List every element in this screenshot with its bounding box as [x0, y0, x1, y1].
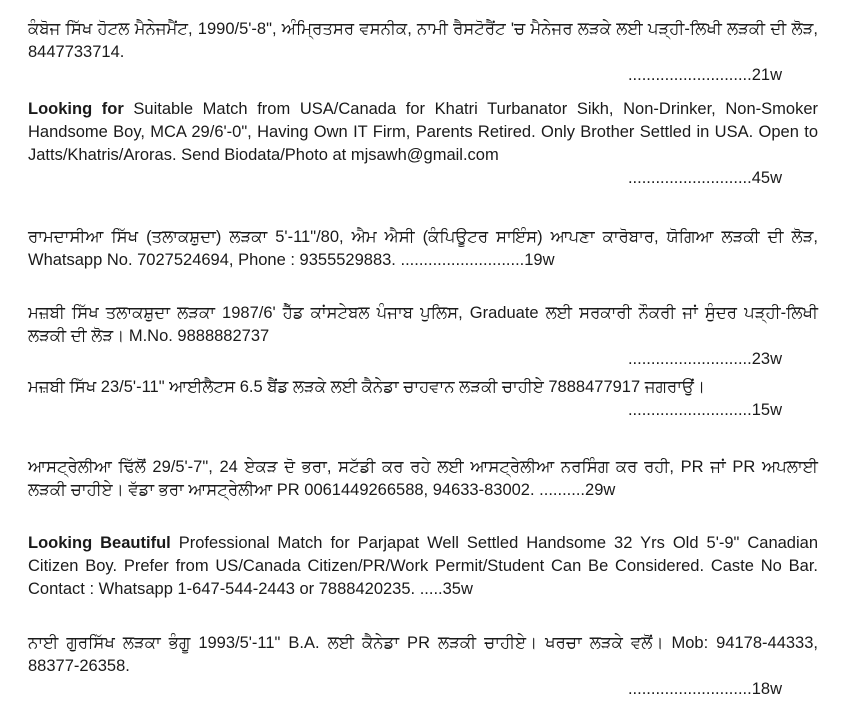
ad-body	[28, 532, 818, 601]
ad-lead: Looking for	[28, 100, 124, 118]
ad-code-line	[28, 348, 818, 371]
ad-body	[28, 632, 818, 678]
ad-word-count: ...........................45w	[627, 169, 782, 187]
ad-word-count: ...........................21w	[627, 66, 782, 84]
ad-body	[28, 376, 818, 399]
ad-code-line	[28, 64, 818, 87]
ad-code-line	[28, 678, 818, 701]
ad-text: ਰਾਮਦਾਸੀਆ ਸਿੱਖ (ਤਲਾਕਸ਼ੁਦਾ) ਲੜਕਾ 5'-11"/80, ਐਮ ਐਸੀ (ਕੰਪਿਊਟਰ ਸਾਇੰਸ) ਆਪਣਾ ਕਾਰੋਬਾਰ, ਯੋਗਿਆ ਲੜਕੀ ਦੀ ਲੋੜ, Whatsapp No. 7027524694, Phone : 9355529883.	[28, 228, 818, 269]
ad-word-count: ...........................23w	[627, 350, 782, 368]
ad-text: ਨਾਈ ਗੁਰਸਿੱਖ ਲੜਕਾ ਭੰਗੂ 1993/5'-11" B.A. ਲਈ ਕੈਨੇਡਾ PR ਲੜਕੀ ਚਾਹੀਏ। ਖਰਚਾ ਲੜਕੇ ਵਲੋਂ। Mob: 94178-44333, 88377-26358.	[28, 634, 818, 675]
ad-word-count: ...........................18w	[627, 680, 782, 698]
ad-text: ਮਜ਼ਬੀ ਸਿੱਖ ਤਲਾਕਸ਼ੁਦਾ ਲੜਕਾ 1987/6' ਹੈੱਡ ਕਾਂਸਟੇਬਲ ਪੰਜਾਬ ਪੁਲਿਸ, Graduate ਲਈ ਸਰਕਾਰੀ ਨੌਕਰੀ ਜਾਂ ਸੁੰਦਰ ਪੜ੍ਹੀ-ਲਿਖੀ ਲੜਕੀ ਦੀ ਲੋੜ। M.No. 9888882737	[28, 304, 818, 345]
ad-text: ਮਜ਼ਬੀ ਸਿੱਖ 23/5'-11" ਆਈਲੈਟਸ 6.5 ਬੈਂਡ ਲੜਕੇ ਲਈ ਕੈਨੇਡਾ ਚਾਹਵਾਨ ਲੜਕੀ ਚਾਹੀਏ 7888477917 ਜਗਰਾਉਂ।	[28, 378, 705, 396]
ad-body	[28, 18, 818, 64]
ad-body	[28, 302, 818, 348]
ad-kamboj-sikh	[28, 18, 818, 87]
ad-looking-beautiful	[28, 532, 818, 601]
ad-text: ਕੰਬੋਜ ਸਿੱਖ ਹੋਟਲ ਮੈਨੇਜਮੈਂਟ, 1990/5'-8", ਅੰਮ੍ਰਿਤਸਰ ਵਸਨੀਕ, ਨਾਮੀ ਰੈਸਟੋਰੈਂਟ 'ਚ ਮੈਨੇਜਰ ਲੜਕੇ ਲਈ ਪੜ੍ਹੀ-ਲਿਖੀ ਲੜਕੀ ਦੀ ਲੋੜ, 8447733714.	[28, 20, 818, 61]
ad-body	[28, 226, 818, 272]
ad-text: Professional Match for Parjapat Well Settled Handsome 32 Yrs Old 5'-9" Canadian Citizen Boy. Prefer from US/Canada Citizen/PR/Work Permit/Student Can Be Considered. Caste No Bar. Contact : Whatsapp 1-647-544-2443 or 7888420235.	[28, 534, 818, 598]
ad-code-line	[28, 399, 818, 422]
ad-body	[28, 98, 818, 167]
ad-body	[28, 456, 818, 502]
ad-australia-dhillon	[28, 456, 818, 502]
ad-ramdasia-sikh	[28, 226, 818, 272]
ad-word-count: ...........................19w	[400, 251, 555, 269]
ad-word-count: ..........29w	[539, 481, 616, 499]
ad-looking-for	[28, 98, 818, 190]
ad-mazhbi-sikh-divorced	[28, 302, 818, 371]
ad-word-count: ...........................15w	[627, 401, 782, 419]
ad-mazhbi-sikh-ielts	[28, 376, 818, 422]
ad-nai-gursikh	[28, 632, 818, 701]
ad-text: ਆਸਟ੍ਰੇਲੀਆ ਢਿੱਲੋਂ 29/5'-7", 24 ਏਕੜ ਦੋ ਭਰਾ, ਸਟੱਡੀ ਕਰ ਰਹੇ ਲਈ ਆਸਟ੍ਰੇਲੀਆ ਨਰਸਿੰਗ ਕਰ ਰਹੀ, PR ਜਾਂ PR ਅਪਲਾਈ ਲੜਕੀ ਚਾਹੀਏ। ਵੱਡਾ ਭਰਾ ਆਸਟ੍ਰੇਲੀਆ PR 0061449266588, 94633-83002.	[28, 458, 818, 499]
ad-word-count: .....35w	[419, 580, 473, 598]
ad-text: Suitable Match from USA/Canada for Khatri Turbanator Sikh, Non-Drinker, Non-Smoker Handsome Boy, MCA 29/6'-0", Having Own IT Firm, Parents Retired. Only Brother Settled in USA. Open to Jatts/Khatris/Aroras. Send Biodata/Photo at mjsawh@gmail.com	[28, 100, 818, 164]
ad-lead: Looking Beautiful	[28, 534, 171, 552]
ad-code-line	[28, 167, 818, 190]
